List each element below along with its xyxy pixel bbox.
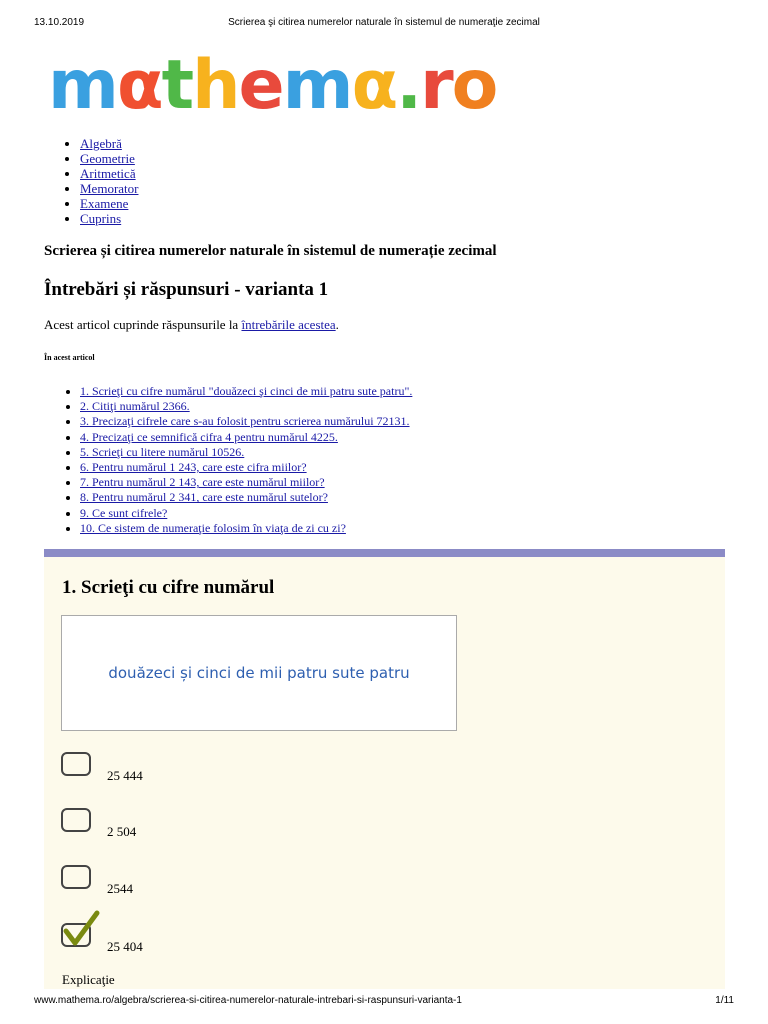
nav-item <box>80 166 138 181</box>
nav-item <box>80 196 138 211</box>
mathema-logo[interactable] <box>48 46 496 126</box>
print-title: Scrierea şi citirea numerelor naturale în sistemul de numeraţie zecimal <box>228 17 540 28</box>
print-url: www.mathema.ro/algebra/scrierea-si-citirea-numerelor-naturale-intrebari-si-raspunsuri-varianta-1 <box>34 995 462 1006</box>
logo-letter: h <box>192 46 239 125</box>
nav-link[interactable]: Algebră <box>80 136 122 151</box>
toc-link[interactable]: 3. Precizaţi cifrele care s-au folosit pentru scrierea numărului 72131. <box>80 414 410 429</box>
logo-letter: e <box>238 46 283 125</box>
toc-link[interactable]: 6. Pentru numărul 1 243, care este cifra miilor? <box>80 460 307 475</box>
toc-link[interactable]: 5. Scrieţi cu litere numărul 10526. <box>80 444 245 459</box>
print-footer <box>0 995 768 1009</box>
answer-option-label: 2544 <box>107 881 133 896</box>
toc-item <box>80 445 412 460</box>
toc-item <box>80 460 412 475</box>
toc-link[interactable]: 9. Ce sunt cifrele? <box>80 505 168 520</box>
toc-item <box>80 475 412 490</box>
logo-letter: α <box>351 46 397 125</box>
toc-link[interactable]: 4. Precizaţi ce semnifică cifra 4 pentru numărul 4225. <box>80 429 338 444</box>
main-nav <box>44 136 138 226</box>
answer-option <box>61 865 361 905</box>
nav-link[interactable]: Memorator <box>80 181 139 196</box>
answer-option-label: 2 504 <box>107 824 137 839</box>
print-header <box>0 17 768 31</box>
logo-letter: m <box>48 46 117 125</box>
answer-checkbox[interactable] <box>61 808 91 832</box>
toc-link[interactable]: 7. Pentru numărul 2 143, care este numărul miilor? <box>80 475 325 490</box>
toc-title: În acest articol <box>44 353 95 362</box>
toc-item <box>80 384 412 399</box>
toc-item <box>80 414 412 429</box>
intro-link[interactable]: întrebările acestea <box>241 317 336 332</box>
explanation-label[interactable]: Explicaţie <box>62 972 115 987</box>
nav-link[interactable]: Aritmetică <box>80 166 136 181</box>
toc-link[interactable]: 2. Citiţi numărul 2366. <box>80 399 190 414</box>
logo-letter: r <box>420 46 452 125</box>
toc-item <box>80 490 412 505</box>
print-date: 13.10.2019 <box>34 17 85 28</box>
toc-link[interactable]: 10. Ce sistem de numeraţie folosim în viaţa de zi cu zi? <box>80 520 346 535</box>
question-title: 1. Scrieţi cu cifre numărul <box>62 577 275 598</box>
question-card <box>44 549 725 989</box>
toc-link[interactable]: 8. Pentru numărul 2 341, care este numărul sutelor? <box>80 490 328 505</box>
answer-checkbox[interactable] <box>61 752 91 776</box>
intro-paragraph <box>44 317 339 333</box>
nav-item <box>80 151 138 166</box>
toc-link[interactable]: 1. Scrieţi cu cifre numărul "douăzeci şi cinci de mii patru sute patru". <box>80 384 413 398</box>
answer-option-label: 25 444 <box>107 768 143 783</box>
toc-item <box>80 430 412 445</box>
nav-link[interactable]: Cuprins <box>80 211 122 226</box>
toc-item <box>80 506 412 521</box>
toc-item <box>80 399 412 414</box>
nav-item <box>80 211 138 226</box>
question-prompt: douăzeci și cinci de mii patru sute patru <box>108 664 410 682</box>
answer-option <box>61 808 361 848</box>
toc-item <box>80 521 412 536</box>
logo-letter: t <box>161 46 193 125</box>
logo-letter: . <box>396 46 421 125</box>
answer-option <box>61 923 361 963</box>
nav-link[interactable]: Examene <box>80 196 129 211</box>
print-page-number: 1/11 <box>715 995 734 1006</box>
intro-text: Acest articol cuprinde răspunsurile la <box>44 317 242 332</box>
checkmark-icon <box>61 909 101 949</box>
logo-letter: o <box>451 46 497 125</box>
nav-item <box>80 136 138 151</box>
answer-option <box>61 752 361 792</box>
page-subtitle: Scrierea și citirea numerelor naturale în sistemul de numerație zecimal <box>44 243 497 259</box>
table-of-contents <box>44 384 412 536</box>
page-title: Întrebări și răspunsuri - varianta 1 <box>44 279 329 300</box>
question-prompt-box <box>61 615 457 731</box>
intro-end: . <box>335 317 339 332</box>
logo-letter: m <box>282 46 352 125</box>
logo-letter: α <box>116 46 162 125</box>
answer-option-label: 25 404 <box>107 939 143 954</box>
nav-item <box>80 181 138 196</box>
nav-link[interactable]: Geometrie <box>80 151 135 166</box>
answer-checkbox[interactable] <box>61 865 91 889</box>
